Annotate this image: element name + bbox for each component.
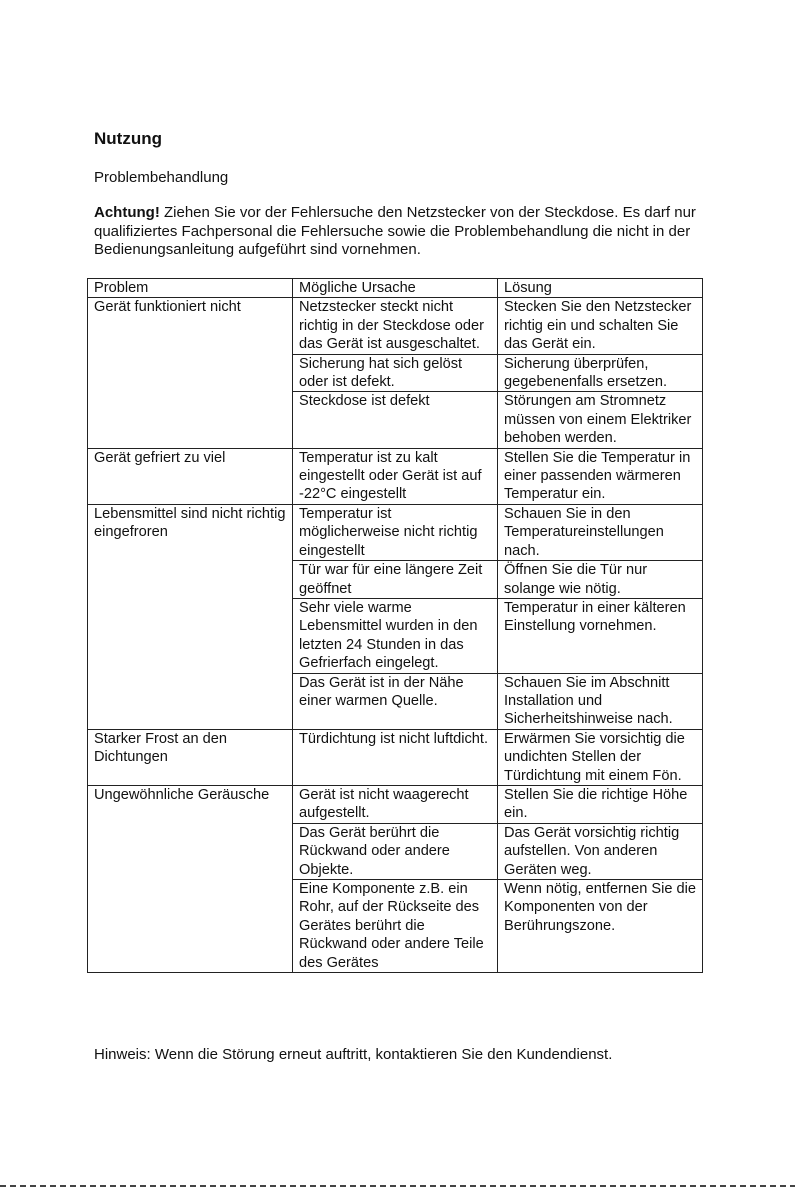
header-problem: Problem [88, 279, 293, 298]
solution-cell: Wenn nötig, entfernen Sie die Komponenten von der Berührungszone. [498, 880, 703, 973]
cause-cell: Das Gerät berührt die Rückwand oder andere Objekte. [293, 823, 498, 879]
section-subheading: Problembehandlung [94, 169, 229, 186]
solution-cell: Schauen Sie in den Temperatureinstellungen nach. [498, 504, 703, 560]
table-row [88, 785, 703, 823]
solution-cell: Stellen Sie die richtige Höhe ein. [498, 785, 703, 823]
cause-cell: Steckdose ist defekt [293, 392, 498, 448]
header-cause: Mögliche Ursache [293, 279, 498, 298]
warning-label: Achtung! [94, 204, 160, 221]
cause-cell: Temperatur ist möglicherweise nicht richtig eingestellt [293, 504, 498, 560]
cause-cell: Tür war für eine längere Zeit geöffnet [293, 561, 498, 599]
table-row [88, 504, 703, 560]
cause-cell: Gerät ist nicht waagerecht aufgestellt. [293, 785, 498, 823]
table-row [88, 448, 703, 504]
cause-cell: Türdichtung ist nicht luftdicht. [293, 729, 498, 785]
table-row [88, 729, 703, 785]
solution-cell: Sicherung überprüfen, gegebenenfalls ersetzen. [498, 354, 703, 392]
troubleshooting-table [87, 278, 703, 973]
table-row [88, 298, 703, 354]
troubleshooting-table-wrap [87, 278, 702, 973]
section-heading: Nutzung [94, 129, 162, 148]
header-solution: Lösung [498, 279, 703, 298]
problem-cell: Ungewöhnliche Geräusche [88, 785, 293, 972]
solution-cell: Stecken Sie den Netzstecker richtig ein und schalten Sie das Gerät ein. [498, 298, 703, 354]
solution-cell: Stellen Sie die Temperatur in einer passenden wärmeren Temperatur ein. [498, 448, 703, 504]
cause-cell: Eine Komponente z.B. ein Rohr, auf der Rückseite des Gerätes berührt die Rückwand oder andere Teile des Gerätes [293, 880, 498, 973]
problem-cell: Starker Frost an den Dichtungen [88, 729, 293, 785]
cause-cell: Das Gerät ist in der Nähe einer warmen Quelle. [293, 673, 498, 729]
solution-cell: Störungen am Stromnetz müssen von einem Elektriker behoben werden. [498, 392, 703, 448]
cause-cell: Sehr viele warme Lebensmittel wurden in den letzten 24 Stunden in das Gefrierfach eingelegt. [293, 598, 498, 673]
bottom-dotted-rule [0, 1185, 795, 1187]
problem-cell: Lebensmittel sind nicht richtig eingefroren [88, 504, 293, 729]
table-header-row [88, 279, 703, 298]
solution-cell: Schauen Sie im Abschnitt Installation und Sicherheitshinweise nach. [498, 673, 703, 729]
problem-cell: Gerät funktioniert nicht [88, 298, 293, 448]
cause-cell: Temperatur ist zu kalt eingestellt oder Gerät ist auf -22°C eingestellt [293, 448, 498, 504]
warning-text: Ziehen Sie vor der Fehlersuche den Netzstecker von der Steckdose. Es darf nur qualifiziertes Fachpersonal die Fehlersuche sowie die Problembehandlung die nicht in der Bedienungsanleitung aufgeführt sind vornehmen. [94, 204, 696, 258]
solution-cell: Temperatur in einer kälteren Einstellung vornehmen. [498, 598, 703, 673]
warning-paragraph [94, 204, 704, 260]
footer-note: Hinweis: Wenn die Störung erneut auftritt, kontaktieren Sie den Kundendienst. [94, 1046, 613, 1063]
problem-cell: Gerät gefriert zu viel [88, 448, 293, 504]
cause-cell: Netzstecker steckt nicht richtig in der Steckdose oder das Gerät ist ausgeschaltet. [293, 298, 498, 354]
solution-cell: Öffnen Sie die Tür nur solange wie nötig. [498, 561, 703, 599]
solution-cell: Das Gerät vorsichtig richtig aufstellen. Von anderen Geräten weg. [498, 823, 703, 879]
solution-cell: Erwärmen Sie vorsichtig die undichten Stellen der Türdichtung mit einem Fön. [498, 729, 703, 785]
cause-cell: Sicherung hat sich gelöst oder ist defekt. [293, 354, 498, 392]
